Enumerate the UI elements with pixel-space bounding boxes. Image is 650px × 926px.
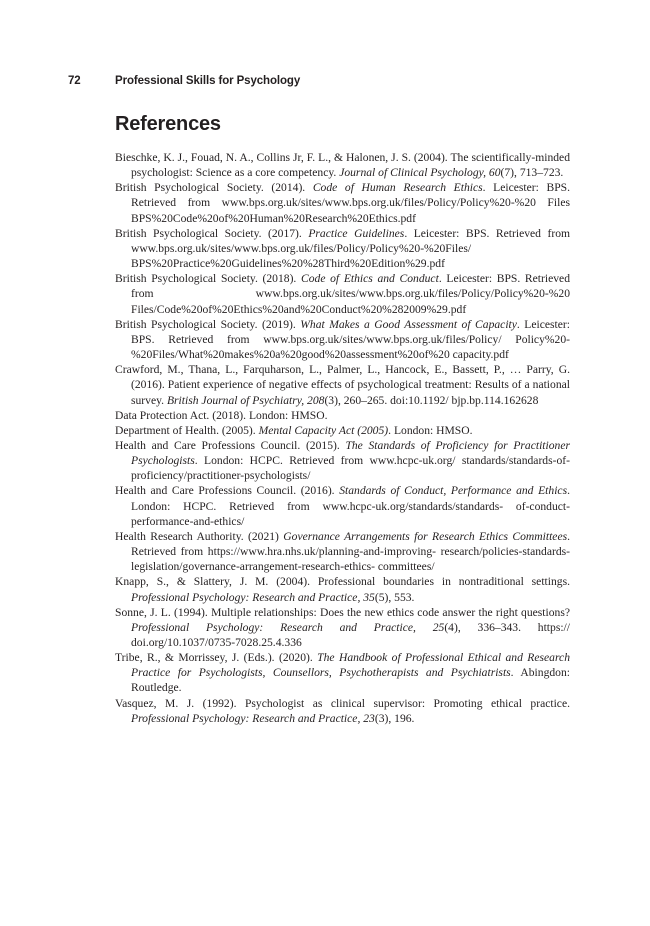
reference-item: Crawford, M., Thana, L., Farquharson, L., Palmer, L., Hancock, E., Bassett, P., … Parry, G. (2016). Patient experience of negative effects of psychological treatment: Results of a national survey. British Journal of Psychiatry, 208(3), 260–265. doi:10.1192/ bjp.bp.114.162628 [115, 363, 570, 407]
reference-item: Bieschke, K. J., Fouad, N. A., Collins Jr, F. L., & Halonen, J. S. (2004). The scientifically-minded psychologist: Science as a core competency. Journal of Clinical Psychology, 60(7), 713–723. [115, 151, 570, 180]
book-title: Professional Skills for Psychology [115, 75, 301, 87]
reference-item: Knapp, S., & Slattery, J. M. (2004). Professional boundaries in nontraditional settings. Professional Psychology: Research and Practice, 35(5), 553. [115, 575, 570, 604]
reference-item: Vasquez, M. J. (1992). Psychologist as clinical supervisor: Promoting ethical practice. Professional Psychology: Research and Practice, 23(3), 196. [115, 696, 570, 725]
page-number: 72 [68, 75, 81, 87]
running-head [68, 75, 578, 87]
reference-item: Health and Care Professions Council. (2016). Standards of Conduct, Performance and Ethics. London: HCPC. Retrieved from www.hcpc-uk.org/standards/standards- of-conduct-performance-and-ethics/ [115, 484, 570, 528]
reference-item: British Psychological Society. (2019). What Makes a Good Assessment of Capacity. Leicester: BPS. Retrieved from www.bps.org.uk/sites/www.bps.org.uk/files/Policy/ Policy%20-%20Files/What%20makes%20a%20good%20assessment%20of%20 capacity.pdf [115, 317, 571, 362]
reference-item: Health and Care Professions Council. (2015). The Standards of Proficiency for Practitioner Psychologists. London: HCPC. Retrieved from www.hcpc-uk.org/ standards/standards-of-proficiency/practitioner-psychologists/ [115, 438, 570, 483]
reference-item: British Psychological Society. (2014). Code of Human Research Ethics. Leicester: BPS. Retrieved from www.bps.org.uk/sites/www.bps.org.uk/files/Policy/Policy%20-%20 Files BPS%20Code%20of%20Human%20Research%20Ethics.pdf [115, 181, 570, 225]
reference-list [115, 150, 570, 726]
references-heading: References [115, 113, 221, 135]
reference-item: Sonne, J. L. (1994). Multiple relationships: Does the new ethics code answer the right questions? Professional Psychology: Research and Practice, 25(4), 336–343. https:// doi.org/10.1037/0735-7028.25.4.336 [115, 605, 570, 649]
reference-item: Department of Health. (2005). Mental Capacity Act (2005). London: HMSO. [115, 423, 473, 437]
reference-item: Tribe, R., & Morrissey, J. (Eds.). (2020). The Handbook of Professional Ethical and Research Practice for Psychologists, Counsellors, Psychotherapists and Psychiatrists. Abingdon: Routledge. [115, 651, 570, 695]
reference-item: Health Research Authority. (2021) Governance Arrangements for Research Ethics Committees. Retrieved from https://www.hra.nhs.uk/planning-and-improving- research/policies-standards-legislation/governance-arrangement-research-ethics- committees/ [115, 529, 571, 574]
reference-item: British Psychological Society. (2018). Code of Ethics and Conduct. Leicester: BPS. Retrieved from www.bps.org.uk/sites/www.bps.org.uk/files/Policy/Policy%20-%20 Files/Code%20of%20Ethics%20and%20Conduct%20%282009%29.pdf [115, 272, 570, 316]
reference-item: Data Protection Act. (2018). London: HMSO. [115, 408, 328, 422]
reference-item: British Psychological Society. (2017). Practice Guidelines. Leicester: BPS. Retrieved from www.bps.org.uk/sites/www.bps.org.uk/files/Policy/Policy%20-%20Files/ BPS%20Practice%20Guidelines%20%28Third%20Edition%29.pdf [115, 226, 571, 271]
